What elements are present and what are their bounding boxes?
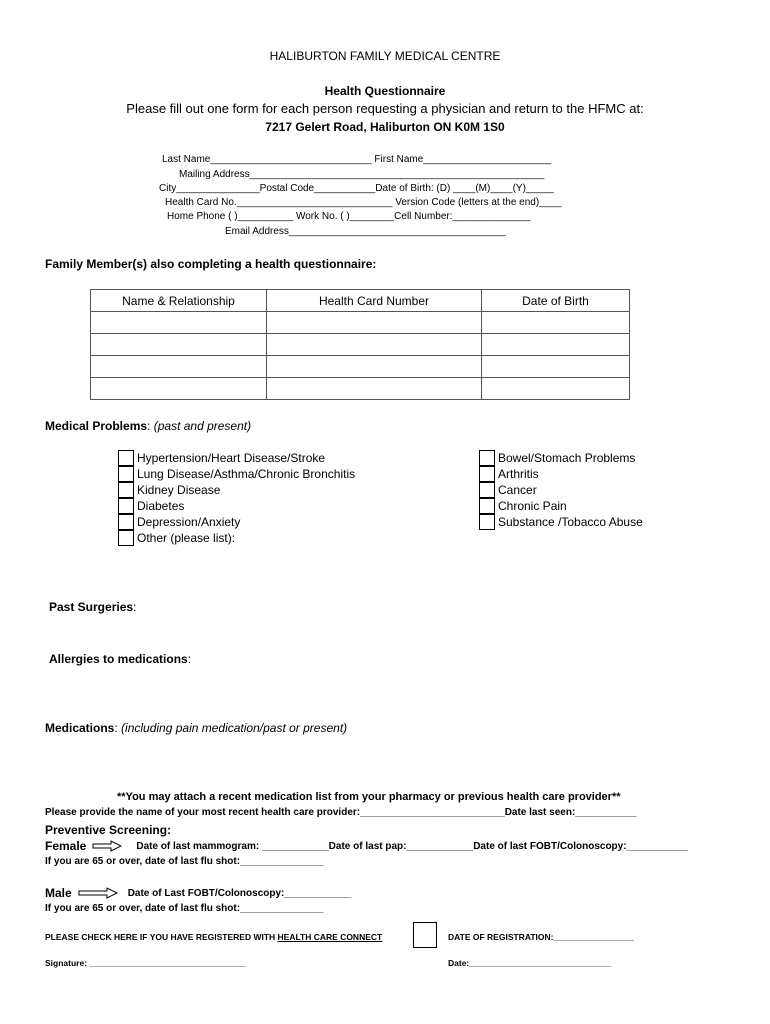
medical-heading-sub: (past and present) [153, 419, 252, 433]
mailing-address-field[interactable]: Mailing Address_____________________________________________________ [179, 169, 545, 180]
registration-check-text [45, 932, 382, 942]
checkbox-label: Lung Disease/Asthma/Chronic Bronchitis [137, 467, 356, 481]
checkbox-substance-abuse[interactable] [479, 514, 643, 530]
checkbox[interactable] [479, 514, 495, 530]
medical-heading-colon: : [147, 419, 154, 433]
checkbox[interactable] [118, 466, 134, 482]
family-heading: Family Member(s) also completing a health questionnaire: [45, 257, 377, 271]
checkbox-label: Hypertension/Heart Disease/Stroke [137, 451, 326, 465]
checkbox[interactable] [479, 498, 495, 514]
checkbox-label: Kidney Disease [137, 483, 221, 497]
checkbox[interactable] [118, 482, 134, 498]
signature-field[interactable]: Signature: _________________________________ [45, 958, 246, 968]
screening-heading: Preventive Screening: [45, 823, 172, 837]
phone-fields[interactable]: Home Phone ( )__________ Work No. ( )________Cell Number:______________ [167, 211, 531, 222]
form-title: Health Questionnaire [324, 84, 446, 98]
email-field[interactable]: Email Address_______________________________________ [225, 226, 506, 237]
female-row [45, 839, 688, 853]
city-postal-dob-fields[interactable]: City_______________Postal Code___________Date of Birth: (D) ____(M)____(Y)_____ [159, 183, 554, 194]
health-card-fields[interactable]: Health Card No.____________________________ Version Code (letters at the end)____ [165, 197, 562, 208]
past-surgeries-label: Past Surgeries [49, 600, 134, 614]
past-surgeries-field[interactable] [49, 600, 136, 614]
medical-heading [45, 419, 251, 433]
name-fields[interactable]: Last Name_____________________________ First Name_______________________ [162, 154, 552, 165]
medications-colon: : [114, 721, 122, 735]
checkbox-label: Cancer [498, 483, 537, 497]
medications-field[interactable] [45, 721, 347, 735]
table-row[interactable] [91, 312, 630, 334]
return-address: 7217 Gelert Road, Haliburton ON K0M 1S0 [265, 120, 505, 134]
checkbox[interactable] [479, 450, 495, 466]
checkbox-arthritis[interactable] [479, 466, 539, 482]
org-name: HALIBURTON FAMILY MEDICAL CENTRE [269, 49, 501, 63]
female-screening-fields[interactable]: Date of last mammogram: ____________Date of last pap:____________Date of last FOBT/Colonoscopy:___________ [136, 840, 688, 852]
checkbox-label: Arthritis [498, 467, 539, 481]
checkbox-cancer[interactable] [479, 482, 537, 498]
medications-sub: (including pain medication/past or present) [121, 721, 348, 735]
checkbox[interactable] [479, 466, 495, 482]
checkbox-lung-disease[interactable] [118, 466, 355, 482]
checkbox-other[interactable] [118, 530, 235, 546]
checkbox-label: Chronic Pain [498, 499, 567, 513]
allergies-field[interactable] [49, 652, 191, 666]
medications-label: Medications [45, 721, 115, 735]
checkbox-label: Bowel/Stomach Problems [498, 451, 636, 465]
checkbox-kidney-disease[interactable] [118, 482, 220, 498]
registration-check-prefix: PLEASE CHECK HERE IF YOU HAVE REGISTERED WITH [45, 932, 278, 942]
checkbox-bowel[interactable] [479, 450, 635, 466]
male-screening-fields[interactable]: Date of Last FOBT/Colonoscopy:____________ [127, 887, 352, 899]
checkbox-depression[interactable] [118, 514, 240, 530]
checkbox-label: Other (please list): [137, 531, 236, 545]
female-flu-shot-field[interactable]: If you are 65 or over, date of last flu shot:_______________ [45, 856, 324, 867]
checkbox-label: Diabetes [137, 499, 185, 513]
male-flu-shot-field[interactable]: If you are 65 or over, date of last flu shot:_______________ [45, 903, 324, 914]
checkbox-label: Depression/Anxiety [137, 515, 241, 529]
provider-field[interactable]: Please provide the name of your most recent health care provider:__________________________Date last seen:___________ [45, 807, 637, 818]
registration-date-field[interactable]: DATE OF REGISTRATION:_________________ [448, 932, 634, 942]
arrow-right-icon [92, 840, 122, 852]
checkbox-diabetes[interactable] [118, 498, 184, 514]
health-care-connect-label: HEALTH CARE CONNECT [277, 932, 383, 942]
checkbox-label: Substance /Tobacco Abuse [498, 515, 643, 529]
male-row [45, 886, 351, 900]
family-table-header [91, 290, 630, 312]
signature-date-field[interactable]: Date:______________________________ [448, 958, 612, 968]
pharmacy-note: **You may attach a recent medication list from your pharmacy or previous health care provider** [117, 791, 621, 803]
male-label: Male [45, 886, 72, 900]
checkbox-hypertension[interactable] [118, 450, 325, 466]
medical-heading-label: Medical Problems [45, 419, 148, 433]
instructions: Please fill out one form for each person requesting a physician and return to the HFMC at: [126, 101, 644, 116]
registration-checkbox[interactable] [413, 922, 437, 948]
arrow-right-icon [78, 887, 118, 899]
family-table [90, 289, 630, 400]
table-row[interactable] [91, 378, 630, 400]
past-surgeries-colon: : [133, 600, 137, 614]
checkbox[interactable] [118, 498, 134, 514]
col-name-relationship: Name & Relationship [91, 290, 267, 312]
checkbox[interactable] [118, 530, 134, 546]
checkbox[interactable] [118, 450, 134, 466]
col-health-card: Health Card Number [267, 290, 482, 312]
checkbox[interactable] [479, 482, 495, 498]
table-row[interactable] [91, 334, 630, 356]
female-label: Female [45, 839, 87, 853]
checkbox[interactable] [118, 514, 134, 530]
col-date-of-birth: Date of Birth [482, 290, 630, 312]
allergies-label: Allergies to medications [49, 652, 188, 666]
table-row[interactable] [91, 356, 630, 378]
allergies-colon: : [187, 652, 192, 666]
checkbox-chronic-pain[interactable] [479, 498, 567, 514]
